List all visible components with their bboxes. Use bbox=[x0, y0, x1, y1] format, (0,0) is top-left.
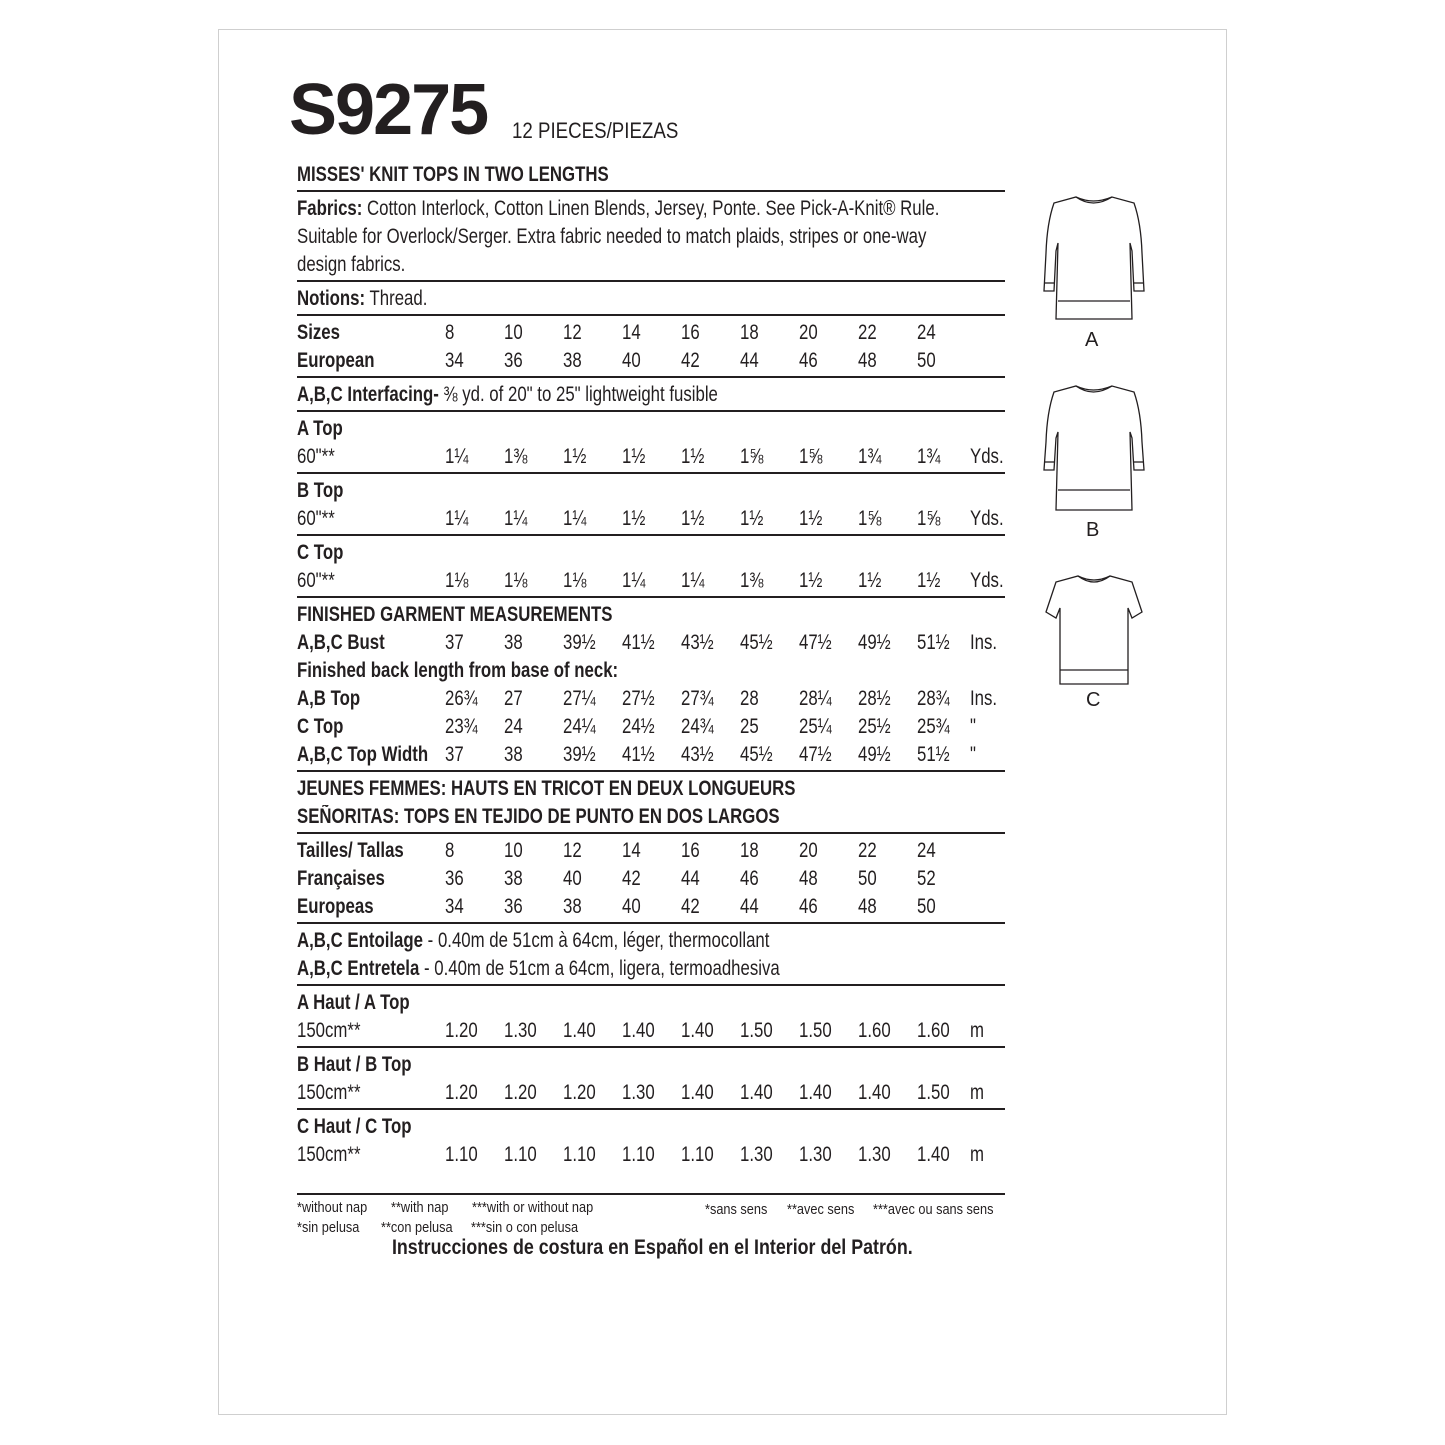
row-value: 28½ bbox=[858, 687, 891, 710]
row-value: 47½ bbox=[799, 631, 832, 654]
instructions-note bbox=[0, 1236, 1305, 1260]
row-value: 1¾ bbox=[917, 445, 941, 468]
row-value: 1½ bbox=[681, 507, 705, 530]
row-unit: Yds. bbox=[970, 445, 1004, 468]
row-value: 1.10 bbox=[504, 1143, 537, 1166]
divider bbox=[297, 314, 1005, 316]
heading-text: B Top bbox=[297, 479, 344, 502]
heading-text: B Haut / B Top bbox=[297, 1053, 412, 1076]
row-value: 1⅛ bbox=[445, 569, 469, 592]
footnote: *sin pelusa bbox=[297, 1219, 360, 1236]
section-heading bbox=[297, 161, 1005, 189]
row-value: 1½ bbox=[622, 445, 646, 468]
footnote: *without nap bbox=[297, 1199, 368, 1216]
row-value: 39½ bbox=[563, 743, 596, 766]
row-value: 1¾ bbox=[858, 445, 882, 468]
row-value: 1.10 bbox=[445, 1143, 478, 1166]
row-value: 16 bbox=[681, 321, 700, 344]
row-value: 1⅜ bbox=[504, 445, 528, 468]
row-label: 60"** bbox=[297, 507, 335, 530]
heading-text: FINISHED GARMENT MEASUREMENTS bbox=[297, 603, 613, 626]
view-c-label: C bbox=[1086, 689, 1101, 711]
row-value: 24½ bbox=[622, 715, 655, 738]
row-unit: " bbox=[970, 743, 976, 766]
row-value: 12 bbox=[563, 839, 582, 862]
row-value: 1.20 bbox=[504, 1081, 537, 1104]
row-unit: Ins. bbox=[970, 687, 998, 710]
divider bbox=[297, 534, 1005, 536]
info-text bbox=[297, 285, 427, 313]
row-value: 25½ bbox=[858, 715, 891, 738]
view-c-sketch-icon bbox=[1044, 572, 1144, 688]
divider bbox=[297, 770, 1005, 772]
heading-text: C Haut / C Top bbox=[297, 1115, 412, 1138]
row-label: 150cm** bbox=[297, 1143, 361, 1166]
heading-text: A Top bbox=[297, 417, 343, 440]
row-value: 40 bbox=[563, 867, 582, 890]
row-value: 49½ bbox=[858, 631, 891, 654]
row-label: Europeas bbox=[297, 895, 374, 918]
footnote: ***with or without nap bbox=[472, 1199, 594, 1216]
row-value: 27¼ bbox=[563, 687, 596, 710]
row-value: 38 bbox=[504, 867, 523, 890]
row-label: A,B,C Bust bbox=[297, 631, 385, 654]
row-value: 1.40 bbox=[740, 1081, 773, 1104]
row-value: 1½ bbox=[917, 569, 941, 592]
divider bbox=[297, 984, 1005, 986]
row-value: 22 bbox=[858, 839, 877, 862]
row-value: 1.40 bbox=[563, 1019, 596, 1042]
row-value: 42 bbox=[622, 867, 641, 890]
row-value: 48 bbox=[799, 867, 818, 890]
row-value: 1.10 bbox=[681, 1143, 714, 1166]
table-row bbox=[297, 567, 1005, 595]
row-label: C Top bbox=[297, 715, 344, 738]
row-label: Tailles/ Tallas bbox=[297, 839, 404, 862]
row-value: 25 bbox=[740, 715, 759, 738]
row-value: 50 bbox=[917, 895, 936, 918]
table-row bbox=[297, 319, 1005, 347]
footnote: **con pelusa bbox=[381, 1219, 453, 1236]
table-row bbox=[297, 837, 1005, 865]
row-value: 1.20 bbox=[445, 1081, 478, 1104]
row-value: 43½ bbox=[681, 631, 714, 654]
row-value: 40 bbox=[622, 349, 641, 372]
row-value: 1½ bbox=[622, 507, 646, 530]
table-row bbox=[297, 347, 1005, 375]
row-value: 1¼ bbox=[504, 507, 528, 530]
row-value: 1¼ bbox=[563, 507, 587, 530]
row-value: 51½ bbox=[917, 743, 950, 766]
row-value: 24 bbox=[917, 321, 936, 344]
info-value: - 0.40m de 51cm a 64cm, ligera, termoadhesiva bbox=[419, 957, 780, 980]
row-label: 150cm** bbox=[297, 1081, 361, 1104]
divider bbox=[297, 472, 1005, 474]
table-row bbox=[297, 1141, 1005, 1169]
row-value: 1.50 bbox=[740, 1019, 773, 1042]
row-value: 10 bbox=[504, 321, 523, 344]
row-label: 60"** bbox=[297, 445, 335, 468]
row-value: 24 bbox=[504, 715, 523, 738]
view-b-label: B bbox=[1086, 519, 1100, 541]
row-value: 14 bbox=[622, 321, 641, 344]
row-value: 37 bbox=[445, 743, 464, 766]
row-unit: m bbox=[970, 1019, 984, 1042]
section-heading bbox=[297, 539, 1005, 567]
divider bbox=[297, 1108, 1005, 1110]
piece-count: 12 PIECES/PIEZAS bbox=[512, 118, 679, 143]
row-value: 41½ bbox=[622, 743, 655, 766]
row-value: 41½ bbox=[622, 631, 655, 654]
info-text bbox=[297, 381, 718, 409]
heading-text: SEÑORITAS: TOPS EN TEJIDO DE PUNTO EN DOS LARGOS bbox=[297, 805, 780, 828]
row-value: 28¼ bbox=[799, 687, 832, 710]
row-value: 1.10 bbox=[563, 1143, 596, 1166]
info-text bbox=[297, 195, 939, 223]
footnote: *sans sens bbox=[705, 1201, 768, 1218]
row-label: Sizes bbox=[297, 321, 340, 344]
row-value: 24¾ bbox=[681, 715, 714, 738]
row-value: 44 bbox=[681, 867, 700, 890]
footnote: **with nap bbox=[391, 1199, 449, 1216]
row-value: 18 bbox=[740, 321, 759, 344]
info-value: design fabrics. bbox=[297, 253, 406, 276]
view-a-label: A bbox=[1085, 329, 1099, 351]
row-value: 1½ bbox=[799, 507, 823, 530]
row-unit: Ins. bbox=[970, 631, 998, 654]
footnote: ***avec ou sans sens bbox=[873, 1201, 994, 1218]
row-value: 1⅝ bbox=[917, 507, 941, 530]
row-value: 1⅛ bbox=[563, 569, 587, 592]
row-value: 1⅛ bbox=[504, 569, 528, 592]
row-value: 40 bbox=[622, 895, 641, 918]
row-value: 28¾ bbox=[917, 687, 950, 710]
footnote-row bbox=[297, 1218, 1005, 1238]
section-heading bbox=[297, 1113, 1005, 1141]
row-value: 50 bbox=[858, 867, 877, 890]
divider bbox=[297, 1193, 1005, 1195]
row-value: 25¼ bbox=[799, 715, 832, 738]
row-value: 44 bbox=[740, 349, 759, 372]
row-label: 60"** bbox=[297, 569, 335, 592]
info-line bbox=[297, 955, 1005, 983]
pattern-info-table bbox=[297, 161, 1005, 1238]
heading-text: JEUNES FEMMES: HAUTS EN TRICOT EN DEUX LONGUEURS bbox=[297, 777, 796, 800]
row-label: A,B Top bbox=[297, 687, 361, 710]
section-heading bbox=[297, 803, 1005, 831]
row-value: 1¼ bbox=[445, 445, 469, 468]
divider bbox=[297, 190, 1005, 192]
row-value: 49½ bbox=[858, 743, 891, 766]
row-value: 1.30 bbox=[740, 1143, 773, 1166]
row-value: 45½ bbox=[740, 743, 773, 766]
row-value: 8 bbox=[445, 839, 455, 862]
row-value: 18 bbox=[740, 839, 759, 862]
row-value: 37 bbox=[445, 631, 464, 654]
info-value: Thread. bbox=[365, 287, 428, 310]
info-value: Suitable for Overlock/Serger. Extra fabric needed to match plaids, stripes or one-way bbox=[297, 225, 927, 248]
info-label: A,B,C Entoilage bbox=[297, 929, 424, 952]
table-row bbox=[297, 1079, 1005, 1107]
row-value: 50 bbox=[917, 349, 936, 372]
table-row bbox=[297, 1017, 1005, 1045]
row-value: 23¾ bbox=[445, 715, 478, 738]
row-value: 1.30 bbox=[622, 1081, 655, 1104]
info-line bbox=[297, 251, 1005, 279]
info-line bbox=[297, 285, 1005, 313]
row-value: 34 bbox=[445, 349, 464, 372]
info-line bbox=[297, 223, 1005, 251]
divider bbox=[297, 410, 1005, 412]
row-value: 1.30 bbox=[858, 1143, 891, 1166]
row-value: 1¼ bbox=[445, 507, 469, 530]
row-value: 38 bbox=[504, 631, 523, 654]
row-value: 1½ bbox=[799, 569, 823, 592]
info-line bbox=[297, 927, 1005, 955]
row-value: 34 bbox=[445, 895, 464, 918]
row-value: 1⅝ bbox=[740, 445, 764, 468]
row-value: 1.40 bbox=[622, 1019, 655, 1042]
row-value: 1.40 bbox=[917, 1143, 950, 1166]
pattern-number: S9275 bbox=[289, 70, 488, 150]
view-b-sketch-icon bbox=[1040, 382, 1148, 514]
row-value: 27½ bbox=[622, 687, 655, 710]
row-value: 38 bbox=[563, 895, 582, 918]
row-value: 43½ bbox=[681, 743, 714, 766]
row-value: 24¼ bbox=[563, 715, 596, 738]
row-label: A,B,C Top Width bbox=[297, 743, 429, 766]
row-value: 1.50 bbox=[917, 1081, 950, 1104]
divider bbox=[297, 1046, 1005, 1048]
divider bbox=[297, 596, 1005, 598]
row-value: 46 bbox=[799, 349, 818, 372]
row-value: 46 bbox=[740, 867, 759, 890]
info-text bbox=[297, 223, 926, 251]
row-value: 1½ bbox=[858, 569, 882, 592]
divider bbox=[297, 280, 1005, 282]
row-value: 1.40 bbox=[681, 1081, 714, 1104]
row-value: 20 bbox=[799, 321, 818, 344]
row-value: 14 bbox=[622, 839, 641, 862]
row-unit: m bbox=[970, 1081, 984, 1104]
footnote: **avec sens bbox=[787, 1201, 855, 1218]
divider bbox=[297, 832, 1005, 834]
row-value: 1¼ bbox=[622, 569, 646, 592]
section-heading bbox=[297, 989, 1005, 1017]
row-value: 1½ bbox=[563, 445, 587, 468]
section-heading bbox=[297, 775, 1005, 803]
section-heading bbox=[297, 601, 1005, 629]
info-text bbox=[297, 927, 769, 955]
row-unit: " bbox=[970, 715, 976, 738]
section-heading bbox=[297, 1051, 1005, 1079]
row-value: 1.30 bbox=[799, 1143, 832, 1166]
row-value: 16 bbox=[681, 839, 700, 862]
section-heading bbox=[297, 657, 1005, 685]
footnote-row bbox=[297, 1198, 1005, 1218]
row-value: 24 bbox=[917, 839, 936, 862]
row-value: 20 bbox=[799, 839, 818, 862]
row-label: 150cm** bbox=[297, 1019, 361, 1042]
row-value: 28 bbox=[740, 687, 759, 710]
row-value: 27¾ bbox=[681, 687, 714, 710]
row-value: 1.20 bbox=[563, 1081, 596, 1104]
row-value: 8 bbox=[445, 321, 455, 344]
section-heading bbox=[297, 477, 1005, 505]
info-label: A,B,C Entretela bbox=[297, 957, 420, 980]
row-value: 1½ bbox=[740, 507, 764, 530]
info-line bbox=[297, 195, 1005, 223]
row-value: 42 bbox=[681, 349, 700, 372]
row-value: 1¼ bbox=[681, 569, 705, 592]
table-row bbox=[297, 505, 1005, 533]
info-value: Cotton Interlock, Cotton Linen Blends, Jersey, Ponte. See Pick-A-Knit® Rule. bbox=[362, 197, 940, 220]
row-value: 48 bbox=[858, 349, 877, 372]
table-row bbox=[297, 893, 1005, 921]
row-unit: m bbox=[970, 1143, 984, 1166]
row-value: 1⅜ bbox=[740, 569, 764, 592]
info-label: A,B,C Interfacing- bbox=[297, 383, 439, 406]
row-value: 1.40 bbox=[858, 1081, 891, 1104]
row-unit: Yds. bbox=[970, 507, 1004, 530]
row-value: 1.10 bbox=[622, 1143, 655, 1166]
row-label: Françaises bbox=[297, 867, 385, 890]
table-row bbox=[297, 443, 1005, 471]
info-label: Notions: bbox=[297, 287, 366, 310]
row-value: 26¾ bbox=[445, 687, 478, 710]
heading-text: C Top bbox=[297, 541, 344, 564]
heading-text: Finished back length from base of neck: bbox=[297, 659, 619, 682]
table-row bbox=[297, 865, 1005, 893]
row-value: 1.40 bbox=[681, 1019, 714, 1042]
row-value: 25¾ bbox=[917, 715, 950, 738]
instructions-text: Instrucciones de costura en Español en el Interior del Patrón. bbox=[392, 1236, 913, 1259]
divider bbox=[297, 922, 1005, 924]
row-value: 46 bbox=[799, 895, 818, 918]
row-value: 39½ bbox=[563, 631, 596, 654]
row-value: 52 bbox=[917, 867, 936, 890]
row-value: 38 bbox=[504, 743, 523, 766]
row-value: 42 bbox=[681, 895, 700, 918]
row-value: 1.60 bbox=[858, 1019, 891, 1042]
table-row bbox=[297, 741, 1005, 769]
row-value: 1⅝ bbox=[799, 445, 823, 468]
row-value: 36 bbox=[504, 349, 523, 372]
row-value: 10 bbox=[504, 839, 523, 862]
view-a-sketch-icon bbox=[1038, 193, 1150, 325]
info-text bbox=[297, 251, 405, 279]
section-heading bbox=[297, 415, 1005, 443]
row-value: 45½ bbox=[740, 631, 773, 654]
row-value: 36 bbox=[504, 895, 523, 918]
row-value: 22 bbox=[858, 321, 877, 344]
row-value: 1⅝ bbox=[858, 507, 882, 530]
row-value: 1.40 bbox=[799, 1081, 832, 1104]
row-label: European bbox=[297, 349, 375, 372]
row-value: 1.30 bbox=[504, 1019, 537, 1042]
row-value: 47½ bbox=[799, 743, 832, 766]
row-value: 1½ bbox=[681, 445, 705, 468]
info-line bbox=[297, 381, 1005, 409]
info-value: - 0.40m de 51cm à 64cm, léger, thermocollant bbox=[423, 929, 770, 952]
heading-text: A Haut / A Top bbox=[297, 991, 410, 1014]
row-value: 27 bbox=[504, 687, 523, 710]
table-row bbox=[297, 685, 1005, 713]
info-value: ⅜ yd. of 20" to 25" lightweight fusible bbox=[438, 383, 718, 406]
footnote: ***sin o con pelusa bbox=[471, 1219, 579, 1236]
table-row bbox=[297, 629, 1005, 657]
row-value: 1.50 bbox=[799, 1019, 832, 1042]
row-value: 1.20 bbox=[445, 1019, 478, 1042]
info-text bbox=[297, 955, 780, 983]
row-value: 44 bbox=[740, 895, 759, 918]
row-value: 12 bbox=[563, 321, 582, 344]
row-value: 48 bbox=[858, 895, 877, 918]
heading-text: MISSES' KNIT TOPS IN TWO LENGTHS bbox=[297, 163, 609, 186]
row-unit: Yds. bbox=[970, 569, 1004, 592]
row-value: 51½ bbox=[917, 631, 950, 654]
info-label: Fabrics: bbox=[297, 197, 363, 220]
row-value: 38 bbox=[563, 349, 582, 372]
row-value: 1.60 bbox=[917, 1019, 950, 1042]
row-value: 36 bbox=[445, 867, 464, 890]
table-row bbox=[297, 713, 1005, 741]
divider bbox=[297, 376, 1005, 378]
